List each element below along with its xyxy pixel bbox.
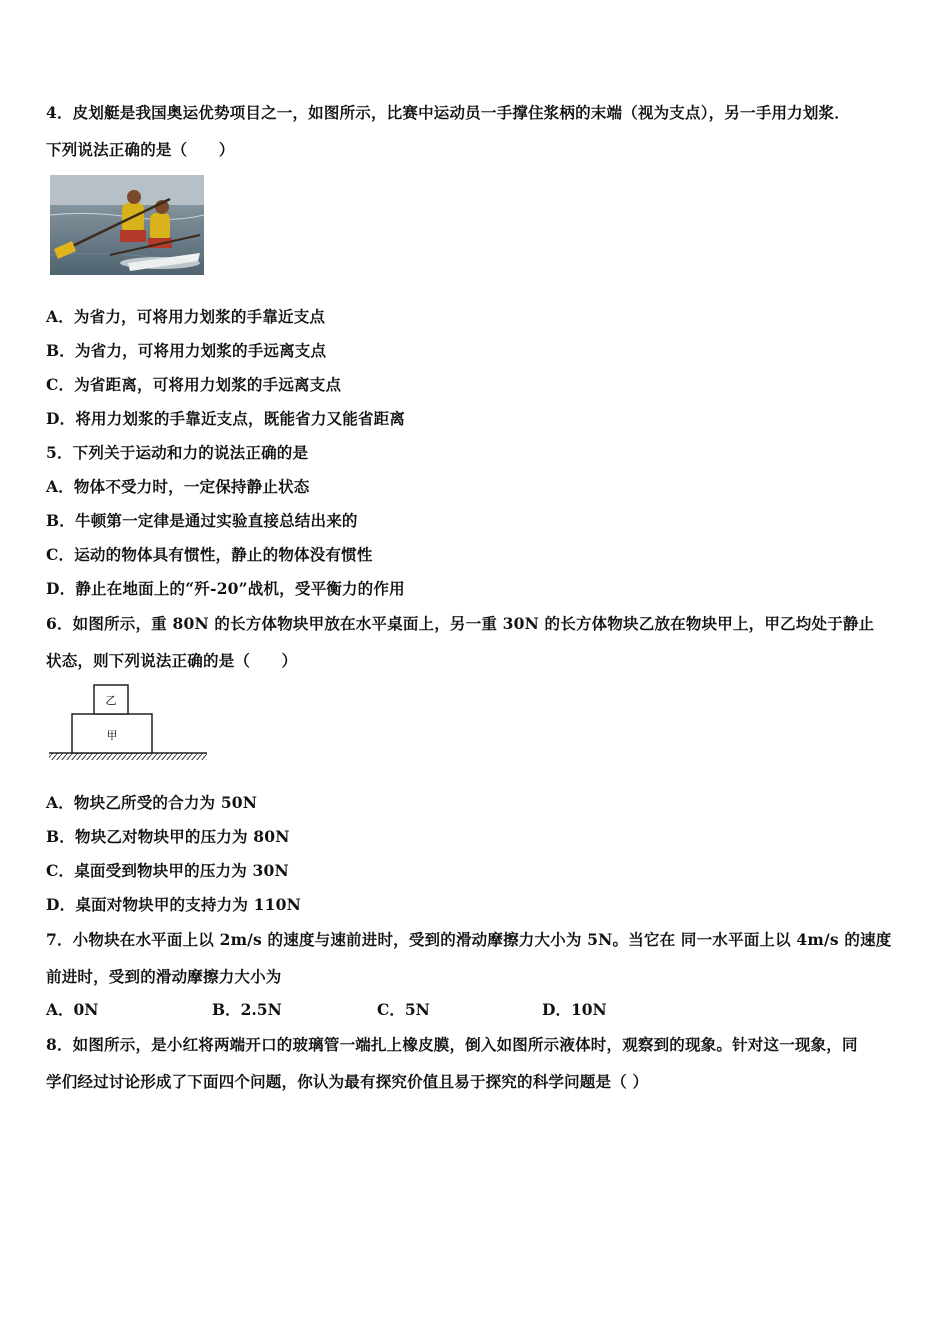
q7-option-b: B．2.5N [212,1000,282,1019]
q7-options-row [46,1000,846,1020]
q6-option-c: C．桌面受到物块甲的压力为 30N [46,861,289,880]
kayak-photo [50,175,204,275]
q6-option-d: D．桌面对物块甲的支持力为 110N [46,895,301,914]
q6-option-b: B．物块乙对物块甲的压力为 80N [46,827,290,846]
block-yi-label: 乙 [105,694,117,707]
q4-option-a: A．为省力，可将用力划浆的手靠近支点 [46,307,326,326]
q7-option-d: D．10N [542,1000,607,1019]
q5-option-c: C．运动的物体具有惯性，静止的物体没有惯性 [46,545,373,564]
q5-stem: 5．下列关于运动和力的说法正确的是 [46,443,309,462]
q4-stem-line2: 下列说法正确的是（ ） [46,140,235,159]
blocks-diagram [46,683,211,765]
q6-stem-line1: 6．如图所示，重 80N 的长方体物块甲放在水平桌面上，另一重 30N 的长方体物块乙放在物块甲上，甲乙均处于静止 [46,614,875,633]
q4-option-d: D．将用力划浆的手靠近支点，既能省力又能省距离 [46,409,406,428]
q7-option-a: A．0N [46,1000,99,1019]
q7-stem-line2: 前进时，受到的滑动摩擦力大小为 [46,967,282,986]
q4-option-b: B．为省力，可将用力划浆的手远离支点 [46,341,327,360]
q5-option-b: B．牛顿第一定律是通过实验直接总结出来的 [46,511,358,530]
q8-stem-line1: 8．如图所示，是小红将两端开口的玻璃管一端扎上橡皮膜，倒入如图所示液体时，观察到的现象。针对这一现象，同 [46,1035,858,1054]
q7-stem-line1: 7．小物块在水平面上以 2m/s 的速度与速前进时，受到的滑动摩擦力大小为 5N。当它在 同一水平面上以 4m/s 的速度 [46,930,892,949]
q4-stem-line1: 4．皮划艇是我国奥运优势项目之一，如图所示，比赛中运动员一手撑住浆柄的末端（视为支点），另一手用力划浆． [46,103,850,122]
q5-option-a: A．物体不受力时，一定保持静止状态 [46,477,310,496]
q5-option-d: D．静止在地面上的“歼-20”战机，受平衡力的作用 [46,579,405,598]
q6-option-a: A．物块乙所受的合力为 50N [46,793,258,812]
block-jia-label: 甲 [106,729,118,742]
q4-option-c: C．为省距离，可将用力划浆的手远离支点 [46,375,342,394]
q8-stem-line2: 学们经过讨论形成了下面四个问题，你认为最有探究价值且易于探究的科学问题是（ ） [46,1072,649,1091]
q7-option-c: C．5N [377,1000,430,1019]
q6-stem-line2: 状态，则下列说法正确的是（ ） [46,651,298,670]
